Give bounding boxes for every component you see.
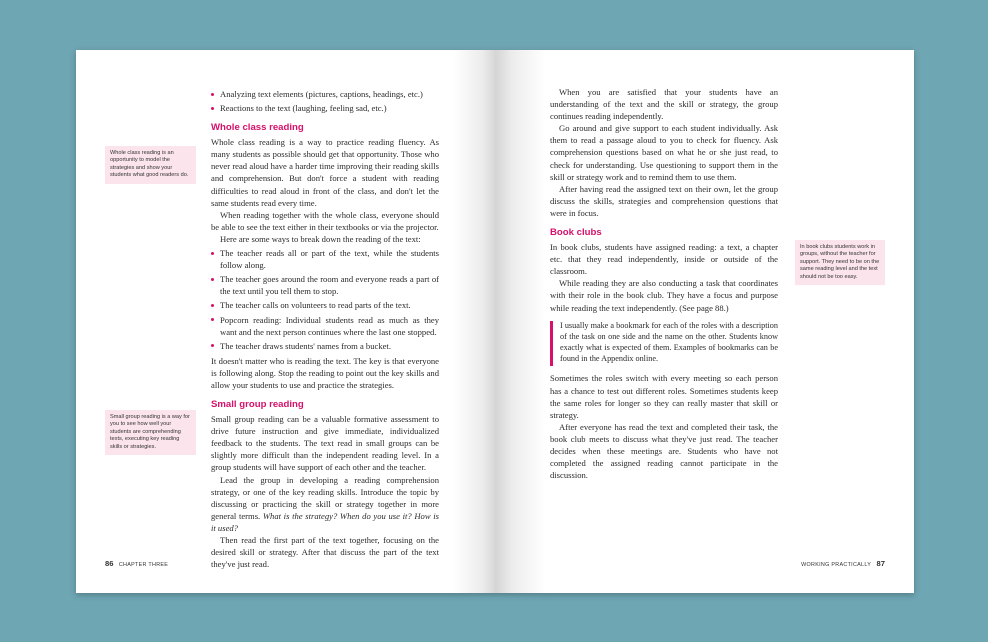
page-number: 86 — [105, 559, 114, 568]
sidenote-whole-class: Whole class reading is an opportunity to model the strategies and show your students what good readers do. — [105, 146, 196, 184]
paragraph: It doesn't matter who is reading the text. The key is that everyone is following along. Stop the reading to point out the key skills and allow your students to use and practice the strategies. — [211, 355, 439, 390]
right-text-column — [550, 86, 778, 481]
left-text-column — [211, 86, 439, 570]
paragraph: When reading together with the whole class, everyone should be able to see the text either in their textbooks or via the projector. — [211, 209, 439, 232]
paragraph: After having read the assigned text on their own, let the group discuss the skills, strategies and comprehension questions that were in focus. — [550, 183, 778, 218]
pull-quote — [550, 320, 778, 365]
paragraph: Whole class reading is a way to practice reading fluency. As many students as possible should get that opportunity. Those who never read aloud have a harder time improving their reading skills and comprehension. But don't force a student with reading difficulties to read aloud in front of the class, and don't let the same students read every time. — [211, 137, 439, 208]
paragraph-text: Lead the group in developing a reading comprehension strategy, or one of the key reading skills. Introduce the topic by discussing or practicing the skill or strategy together in more general terms. — [211, 474, 439, 521]
list-item: The teacher calls on volunteers to read parts of the text. — [211, 299, 439, 311]
list-item: The teacher reads all or part of the text, while the students follow along. — [211, 247, 439, 271]
paragraph: Then read the first part of the text together, focusing on the desired skill or strategy. After that discuss the part of the text they've just read. — [211, 535, 439, 570]
right-folio — [801, 559, 885, 568]
list-item: Analyzing text elements (pictures, captions, headings, etc.) — [211, 88, 439, 100]
sidenote-small-group: Small group reading is a way for you to see how well your students are comprehending texts, executing key reading skills or strategies. — [105, 410, 196, 455]
italic-questions: What is the strategy? When do you use it? How is it used? — [211, 510, 439, 533]
list-item: The teacher goes around the room and everyone reads a part of the text until you tell them to stop. — [211, 273, 439, 297]
list-item: Popcorn reading: Individual students read as much as they want and the next person continues where the last one stopped. — [211, 314, 439, 338]
quote-text: I usually make a bookmark for each of the roles with a description of the task on one side and the name on the other. Students know exactly what is expected of them. Examples of bookmarks can be found in the Appendix online. — [560, 320, 778, 364]
page-number: 87 — [876, 559, 885, 568]
whole-class-heading: Whole class reading — [211, 122, 304, 134]
small-group-heading: Small group reading — [211, 399, 304, 411]
top-bullet-list — [211, 88, 439, 114]
paragraph: After everyone has read the text and completed their task, the book club meets to discuss what they've just read. The teacher decides when these meetings are. Students who have not completed the assigned reading cannot participate in the discussion. — [550, 421, 778, 481]
chapter-label: WORKING PRACTICALLY — [801, 562, 872, 568]
paragraph: Go around and give support to each student individually. Ask them to read a passage aloud to you to check for fluency. Ask comprehension questions based on what he or she just read, to check for understanding. Use questioning to support them in the skill or strategy work and to remind them to use them. — [550, 123, 778, 182]
paragraph: In book clubs, students have assigned reading: a text, a chapter etc. that they read independently, inside or outside of the classroom. — [550, 242, 778, 277]
chapter-label: CHAPTER THREE — [118, 562, 169, 568]
reading-methods-list — [211, 247, 439, 352]
paragraph: Sometimes the roles switch with every meeting so each person has a chance to test out different roles. Sometimes students keep the same roles for longer so they can really master that skill or strategy. — [550, 373, 778, 420]
paragraph: Here are some ways to break down the reading of the text: — [220, 233, 421, 244]
paragraph: Small group reading can be a valuable formative assessment to drive future instruction and give immediate, individualized feedback to the students. The text read in small groups can be slightly more difficult than the independent reading level. In a group students will have support of each other and the teacher. — [211, 414, 439, 473]
paragraph: When you are satisfied that your students have an understanding of the text and the skill or strategy, the group continues reading independently. — [550, 87, 778, 122]
paragraph: While reading they are also conducting a task that coordinates with their role in the book club. They have a focus and purpose while reading the text independently. (See page 88.) — [550, 278, 778, 313]
book-spread — [76, 50, 914, 593]
list-item: Reactions to the text (laughing, feeling sad, etc.) — [211, 102, 439, 114]
paragraph — [211, 474, 439, 534]
list-item: The teacher draws students' names from a bucket. — [211, 340, 439, 352]
book-clubs-heading: Book clubs — [550, 227, 602, 239]
left-folio — [105, 559, 168, 568]
sidenote-book-clubs: In book clubs students work in groups, without the teacher for support. They need to be on the same reading level and the text should not be too easy. — [795, 240, 885, 285]
quote-bar — [550, 321, 553, 366]
right-page — [495, 50, 914, 593]
left-page — [76, 50, 495, 593]
